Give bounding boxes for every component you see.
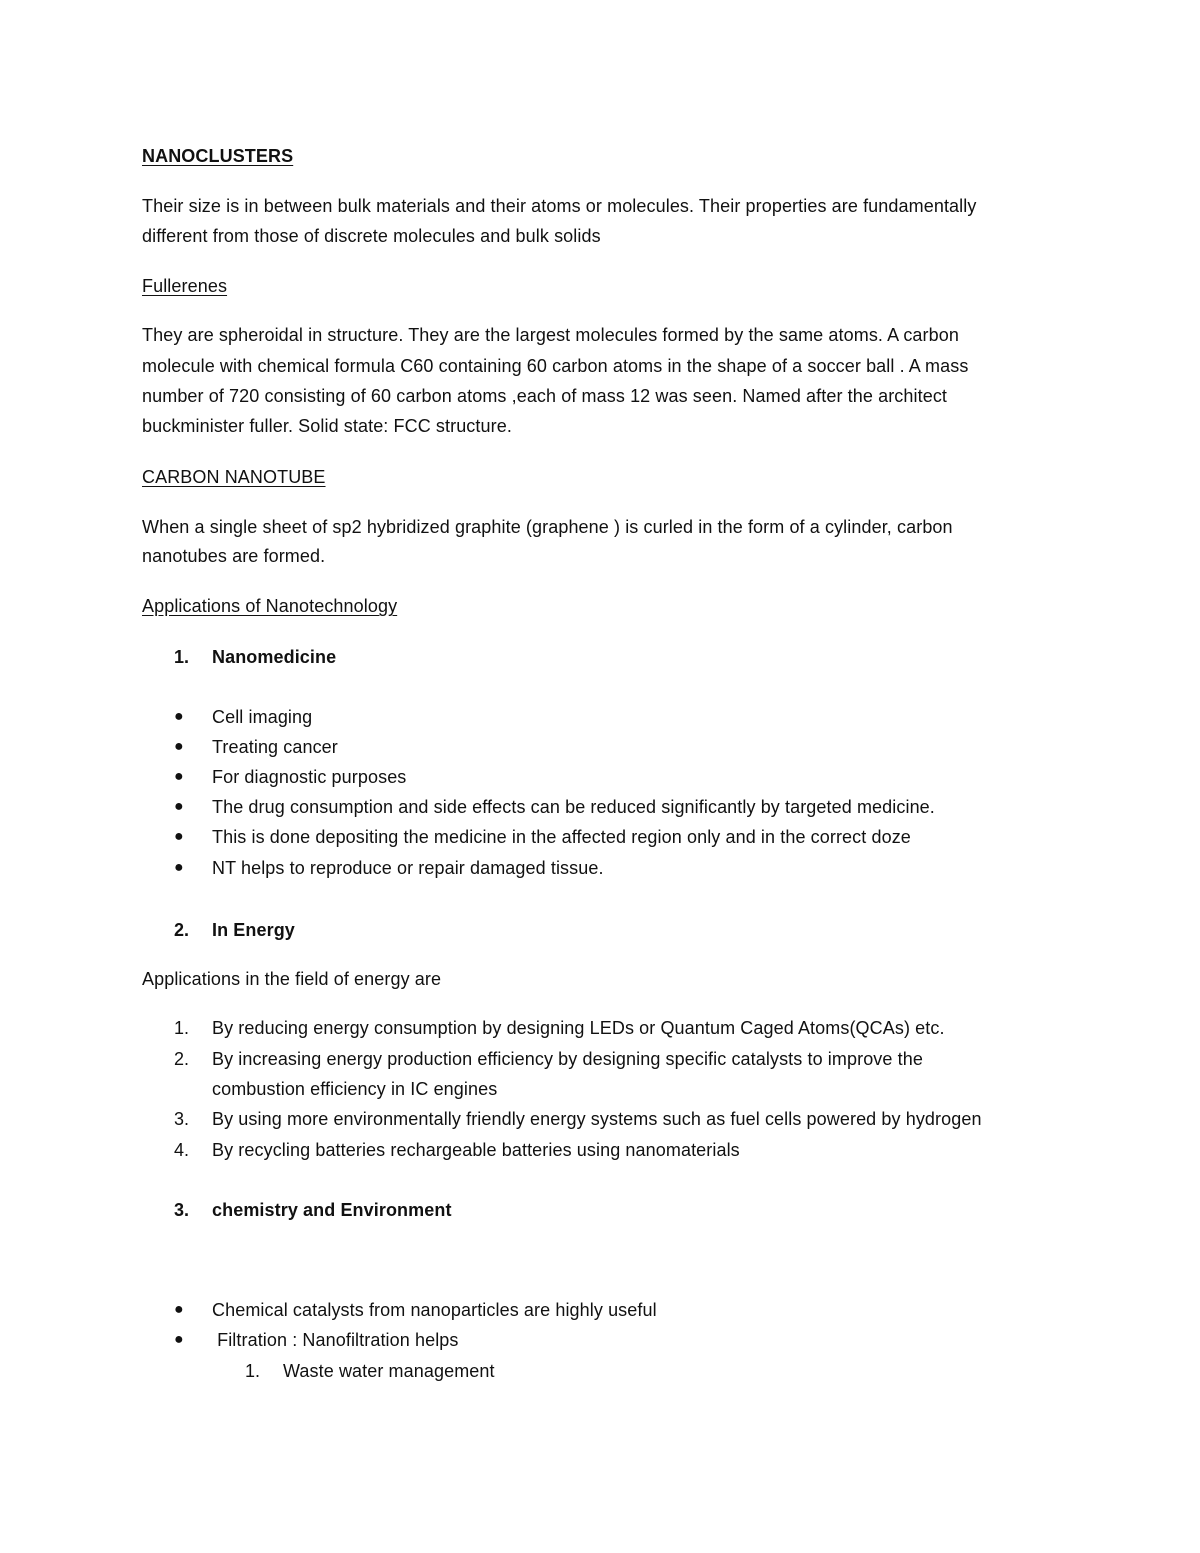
- list-item: NT helps to reproduce or repair damaged tissue.: [212, 858, 604, 878]
- intro-line-2: different from those of discrete molecules and bulk solids: [142, 226, 601, 246]
- bullet-icon: ●: [174, 859, 184, 876]
- heading-chemistry-environment: chemistry and Environment: [212, 1200, 452, 1220]
- nanotube-line-1: When a single sheet of sp2 hybridized graphite (graphene ) is curled in the form of a cylinder, carbon: [142, 517, 953, 537]
- fullerenes-line-3: number of 720 consisting of 60 carbon atoms ,each of mass 12 was seen. Named after the architect: [142, 386, 948, 406]
- intro-line-1: Their size is in between bulk materials and their atoms or molecules. Their properties are fundamentally: [142, 196, 977, 216]
- heading-nanomedicine: Nanomedicine: [212, 647, 337, 667]
- heading-in-energy: In Energy: [212, 920, 295, 940]
- list-number: 3.: [174, 1109, 190, 1129]
- bullet-icon: ●: [174, 798, 184, 815]
- list-number: 3.: [174, 1200, 190, 1220]
- list-number: 1.: [245, 1361, 261, 1381]
- list-number: 1.: [174, 1018, 190, 1038]
- bullet-icon: ●: [174, 1301, 184, 1318]
- list-item: Chemical catalysts from nanoparticles are highly useful: [212, 1300, 657, 1320]
- nanotube-line-2: nanotubes are formed.: [142, 546, 326, 566]
- heading-nanoclusters: NANOCLUSTERS: [142, 146, 294, 166]
- list-item: Waste water management: [283, 1361, 495, 1381]
- list-item-continuation: combustion efficiency in IC engines: [212, 1079, 498, 1099]
- list-item: This is done depositing the medicine in the affected region only and in the correct doze: [212, 827, 911, 847]
- fullerenes-line-1: They are spheroidal in structure. They are the largest molecules formed by the same atoms. A carbon: [142, 325, 959, 345]
- list-item: The drug consumption and side effects can be reduced significantly by targeted medicine.: [212, 797, 935, 817]
- list-number: 2.: [174, 1049, 190, 1069]
- bullet-icon: ●: [174, 828, 184, 845]
- list-number: 1.: [174, 647, 190, 667]
- energy-intro: Applications in the field of energy are: [142, 969, 442, 989]
- list-item: By increasing energy production efficiency by designing specific catalysts to improve the: [212, 1049, 923, 1069]
- bullet-icon: ●: [174, 738, 184, 755]
- bullet-icon: ●: [174, 708, 184, 725]
- fullerenes-line-2: molecule with chemical formula C60 containing 60 carbon atoms in the shape of a soccer ball . A mass: [142, 356, 969, 376]
- list-item: Filtration : Nanofiltration helps: [212, 1330, 459, 1350]
- heading-applications: Applications of Nanotechnology: [142, 596, 398, 616]
- list-item: By recycling batteries rechargeable batteries using nanomaterials: [212, 1140, 740, 1160]
- list-item: By reducing energy consumption by designing LEDs or Quantum Caged Atoms(QCAs) etc.: [212, 1018, 945, 1038]
- list-number: 2.: [174, 920, 190, 940]
- list-number: 4.: [174, 1140, 190, 1160]
- list-item: Treating cancer: [212, 737, 338, 757]
- heading-fullerenes: Fullerenes: [142, 276, 228, 296]
- list-item: Cell imaging: [212, 707, 313, 727]
- fullerenes-line-4: buckminister fuller. Solid state: FCC structure.: [142, 416, 512, 436]
- list-item: For diagnostic purposes: [212, 767, 407, 787]
- list-item: By using more environmentally friendly energy systems such as fuel cells powered by hydrogen: [212, 1109, 982, 1129]
- heading-carbon-nanotube: CARBON NANOTUBE: [142, 467, 326, 487]
- bullet-icon: ●: [174, 1331, 184, 1348]
- bullet-icon: ●: [174, 768, 184, 785]
